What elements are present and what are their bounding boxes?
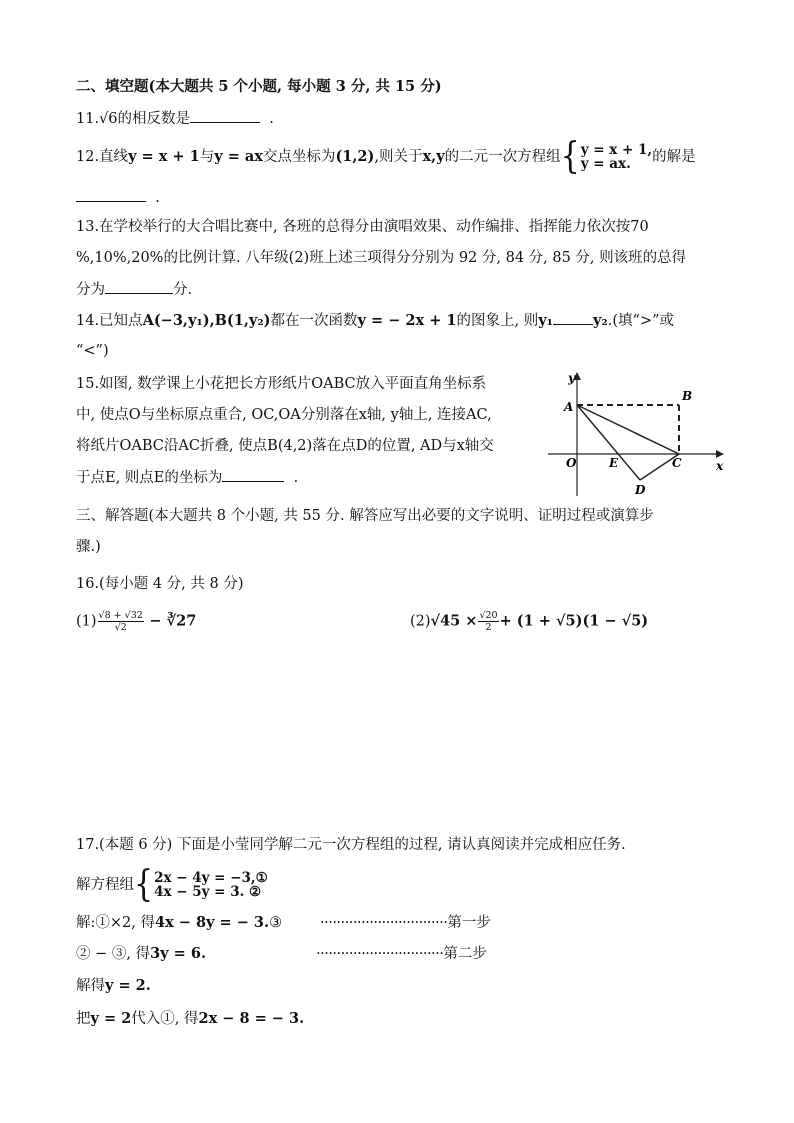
q17-step2-note [316,944,487,964]
q11-text: 的相反数是 [117,111,191,127]
q11-number: 11. [76,111,100,127]
q15-coordinate-figure [546,368,726,498]
q17-step4-text: 代入①, 得 [131,1011,199,1027]
q12-text: 与 [199,149,215,165]
q12-equation-1: y = x + 1 [128,148,200,165]
q12-answer-blank[interactable] [76,187,146,202]
section-heading-fill-in: 二、填空题(本大题共 5 个小题, 每小题 3 分, 共 15 分) [76,78,442,95]
q17-step-4 [76,1009,304,1029]
q13-line-3 [76,279,192,300]
q15-answer-blank[interactable] [222,467,284,482]
q12-point: (1,2) [335,148,375,165]
q16-part1-denominator: √2 [114,622,127,633]
q14-text: 都在一次函数 [270,313,358,329]
q11-answer-blank[interactable] [190,108,260,123]
q17-step1-label: 第一步 [447,915,491,931]
q12-text: 的解是 [652,149,696,165]
q16-part1-fraction [98,610,144,633]
q11-sqrt: √6 [99,111,118,127]
section-heading-solutions-line-2: 骤.) [76,539,101,555]
q16-part2-label: (2) [410,613,431,630]
q17-system [76,863,268,906]
q17-brace: { [134,863,154,906]
q17-step3-equation: y = 2. [105,977,151,994]
q17-step2-equation: 3y = 6. [150,945,206,962]
label-C: C [672,456,682,470]
q12-text: ,则关于 [374,149,423,165]
q17-step4-value: y = 2 [90,1010,132,1027]
q16-part1-label: (1) [76,613,97,630]
q14-y2: y₂ [592,312,608,329]
q17-step1-note [320,913,491,933]
label-E: E [609,456,619,470]
q16-part2-a: √45 × [430,612,478,630]
q17-step-2 [76,944,206,964]
q13-line-2: %,10%,20%的比例计算. 八年级(2)班上述三项得分分别为 92 分, 84 分, 85 分, 则该班的总得 [76,250,687,266]
q14-line-2: “<”) [76,343,109,359]
q12-period: . [155,190,160,206]
q16-part2-rest: + (1 + √5)(1 − √5) [499,612,649,630]
q17-step2-dots: ······························· [316,946,444,962]
q16-part1-numerator: √8 + √32 [98,610,143,621]
q16-part2-numerator: √20 [479,610,498,621]
q12-brace: { [560,135,580,178]
q17-step2-label: 第二步 [443,946,487,962]
segment-AC [577,405,679,454]
q17-system-label: 解方程组 [76,877,134,893]
q13-answer-blank[interactable] [105,279,173,294]
q15-line-2: 中, 使点O与坐标原点重合, OC,OA分别落在x轴, y轴上, 连接AC, [76,407,492,423]
label-B: B [682,389,693,403]
q16-part2-denominator: 2 [485,622,492,633]
q12-vars: x,y [422,148,445,165]
label-A: A [564,400,574,414]
q16-part2-fraction [478,610,498,633]
q12-equation-2: y = ax [214,148,263,165]
q16-part1-rest: − ∛27 [149,612,197,630]
q17-equation-1: 2x − 4y = −3,① [154,870,268,886]
q15-line-3: 将纸片OABC沿AC折叠, 使点B(4,2)落在点D的位置, AD与x轴交 [76,438,494,454]
section-heading-solutions-line-1: 三、解答题(本大题共 8 个小题, 共 55 分. 解答应写出必要的文字说明、证明过程或演算步 [76,508,654,524]
q17-step-1 [76,913,282,933]
q12-system [581,143,652,171]
q15-line-1: 15.如图, 数学课上小花把长方形纸片OABC放入平面直角坐标系 [76,376,487,392]
q14-text: 的图象上, 则 [456,313,539,329]
q14-text: .(填“>”或 [607,313,675,329]
q13-text: 分. [173,282,193,298]
q17-step1-text: 解:①×2, 得 [76,915,155,931]
q17-step1-dots: ······························· [320,915,448,931]
q11-period: . [269,111,274,127]
q17-title: 17.(本题 6 分) 下面是小莹同学解二元一次方程组的过程, 请认真阅读并完成相应任务. [76,837,626,853]
q14-function: y = − 2x + 1 [357,312,457,329]
q17-step1-marker: ③ [269,915,283,931]
q17-step-3 [76,976,151,996]
q13-line-1: 13.在学校举行的大合唱比赛中, 各班的总得分由演唱效果、动作编排、指挥能力依次按70 [76,219,649,235]
q14-points: A(−3,y₁),B(1,y₂) [142,312,271,329]
q15-period: . [293,470,299,486]
label-y: y [568,371,575,385]
q17-step1-equation: 4x − 8y = − 3. [154,914,270,931]
q12-text: 的二元一次方程组 [444,149,561,165]
q14-y1: y₁ [538,312,553,329]
q17-equation-2: 4x − 5y = 3. ② [154,884,262,900]
q14-text: 14.已知点 [76,313,143,329]
q12-text: 12.直线 [76,149,129,165]
q17-step4-equation: 2x − 8 = − 3. [198,1010,305,1027]
q13-text: 分为 [76,282,105,298]
q15-line-4 [76,467,298,488]
q12-text: 交点坐标为 [262,149,336,165]
q14-answer-blank[interactable] [553,310,593,325]
q17-system-equations [154,871,268,899]
q16-part-2 [410,610,648,633]
q17-step2-text: ② − ③, 得 [76,946,151,962]
q12-system-line-1: y = x + 1, [580,142,653,158]
q17-step4-text: 把 [76,1011,91,1027]
q12-answer-line [76,187,160,208]
q17-step3-text: 解得 [76,978,105,994]
label-x: x [716,459,724,473]
label-D: D [635,483,646,497]
q16-title: 16.(每小题 4 分, 共 8 分) [76,576,244,592]
question-12 [76,135,696,178]
question-11 [76,108,274,129]
q14-line-1 [76,310,674,331]
q12-system-line-2: y = ax. [580,156,631,172]
q16-part-1 [76,610,196,633]
q15-text: 于点E, 则点E的坐标为 [76,470,223,486]
label-O: O [566,456,577,470]
x-axis-arrow [716,450,724,458]
